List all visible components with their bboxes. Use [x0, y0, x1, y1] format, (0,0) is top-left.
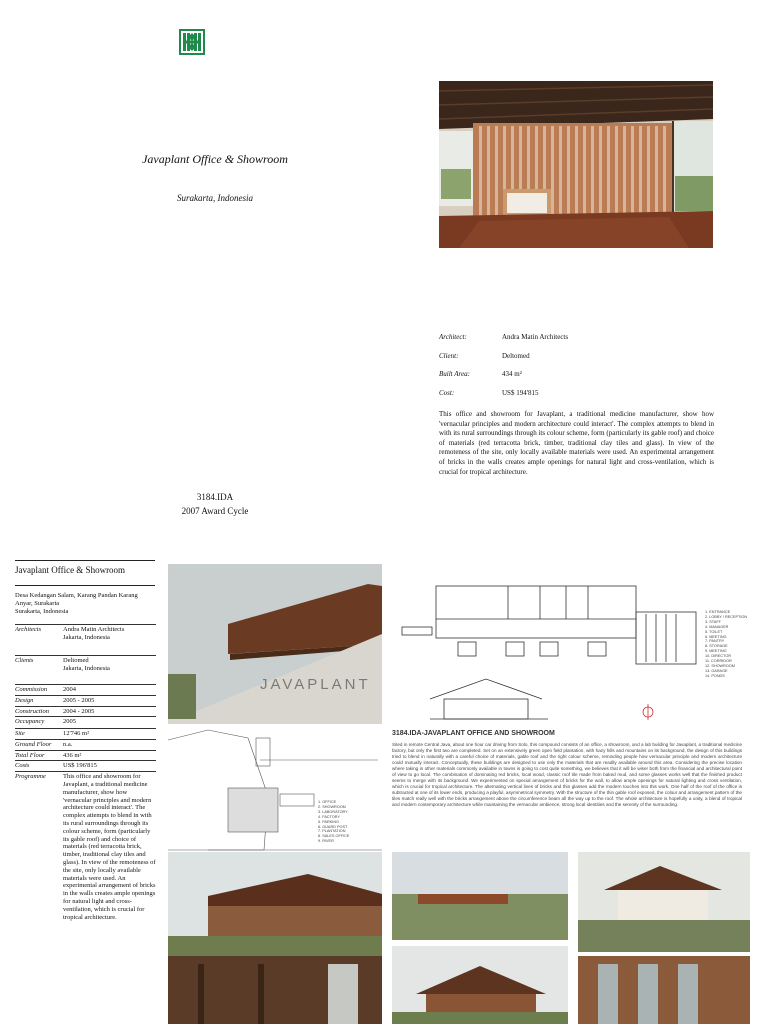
sheet-label: Ground Floor — [15, 740, 52, 748]
legend-item: 7. PLANTATION — [318, 829, 346, 834]
north-arrow-icon — [643, 704, 653, 720]
legend-item: 4. FACTORY — [318, 814, 341, 819]
fact-row — [439, 347, 714, 366]
sheet-label: Occupancy — [15, 718, 45, 726]
sheet-value: 2005 - 2005 — [63, 696, 95, 704]
board-caption-body: Sited in remote Central Java, about one hour car driving from Solo, this compound consists of an office, a showroom, and a lab building for Javaplant, a traditional medicine factory, but only the first two are completed. Set on an extensively green open field plantation, with hazy hills and mountains on its background, the design of this buildings tried to blend in naturally with a careful choice of materials, gable roof and the right colour scheme, reminding people how vernacular principle and modern architecture could mutually interact. Conceptually, these buildings are designed to use only the materials that are readily available around this area. Considering the precise location where taking in other materials commonly available in towns is going to cost quite something, we believes that it will be wiser both from the financial and architectural point of view to go local. The combination of dominating red bricks, local wood, classic roof tile made from baked mud, and some glasses works well that the finished product seems to merge with its background. We experimented on special arrangement of bricks for the wall, to allow ample openings for natural lighting and cross ventilation, which is crucial for tropical architecture. The alternating vertical lines of bricks and thin glasses add the modern touches into this work. One half of the roof of the office is subtracted at one of its lower ends, producing a playful, asymmetrical symmetry. With the structure of the thin gable roof exposed, the colour and arrangement pattern of the tiles match really well with the bricks arrangement above the circumference beam all the way up to the roof. The whole architecture is hopefully a unity, a blend of tropical and modern contemporary architecture while maintaining the vernacular ambience, strong local identities and the serenity of the surrounding. — [392, 742, 742, 807]
legend-item: 12. SHOWROOM — [705, 663, 735, 668]
sheet-title: Javaplant Office & Showroom — [15, 560, 155, 586]
legend-item: 5. PARKING — [318, 819, 340, 824]
sheet-value: Andra Matin Architects Jakarta, Indonesia — [63, 626, 125, 641]
sheet-row — [15, 706, 156, 717]
sheet-table-dates — [15, 684, 156, 727]
project-facts — [439, 328, 714, 402]
legend-item: 1. OFFICE — [318, 800, 337, 804]
sheet-value: 2005 — [63, 718, 76, 726]
legend-item: 10. DIRECTOR — [705, 654, 732, 659]
sheet-row — [15, 728, 156, 739]
legend-item: 9. MEETING — [705, 649, 727, 654]
interior-photo — [439, 81, 713, 248]
exterior-photo-2 — [392, 852, 568, 1024]
legend-item: 5. TOILET — [705, 629, 723, 634]
legend-item: 6. MEETING — [705, 634, 727, 639]
sheet-value: This office and showroom for Javaplant, a traditional medicine manufacturer, show how 'vernacular principles and modern architecture could interact'. The complex attempts to blend in with its rural surroundings through its colour scheme, form (particularly its gable roof) and choice of materials (red terracotta brick, timber, traditional clay tiles and glass). In view of the remoteness of the site, only locally available materials were used. An experimental arrangement of bricks in the walls creates ample openings for natural light and cross-ventilation, which is crucial for tropical architecture. — [63, 773, 156, 921]
legend-item: 3. LABORATORY — [318, 809, 348, 814]
sheet-row — [15, 760, 156, 771]
sheet-value: 2004 — [63, 686, 76, 693]
sheet-label: Design — [15, 696, 34, 704]
fact-value: 434 m² — [502, 370, 522, 379]
project-description: This office and showroom for Javaplant, a traditional medicine manufacturer, show how 'vernacular principles and modern architecture could interact'. The complex attempts to blend in with its rural surroundings through its colour scheme, form (particularly its gable roof) and choice of materials (red terracotta brick, timber, traditional clay tiles and glass). In view of the remoteness of the site, only locally available materials were used. An experimental arrangement of bricks in the walls creates ample openings for natural light and cross-ventilation, which is crucial for tropical architecture. — [439, 410, 714, 476]
sheet-label: Programme — [15, 773, 46, 781]
legend-item: 2. LOBBY / RECEPTION — [705, 614, 748, 619]
fact-value: US$ 194'815 — [502, 388, 539, 397]
fact-row — [439, 328, 714, 347]
legend-item: 7. PANTRY — [705, 639, 725, 644]
sheet-row — [15, 695, 156, 706]
fact-label: Cost: — [439, 388, 455, 397]
sheet-row — [15, 739, 156, 750]
sheet-address: Desa Kedangan Salam, Karang Pandan Karang Anyar, Surakarta Surakarta, Indonesia — [15, 592, 138, 615]
legend-item: 2. SHOWROOM — [318, 804, 346, 809]
legend-item: 9. RIVER — [318, 839, 334, 844]
sheet-value: n.a. — [63, 740, 73, 748]
legend-item: 14. PONDS — [705, 673, 725, 678]
wall-photo — [168, 564, 382, 724]
ida-number: 3184.IDA — [196, 492, 234, 502]
sheet-label: Clients — [15, 657, 34, 664]
sheet-value: 12'746 m² — [63, 730, 90, 737]
project-location: Surakarta, Indonesia — [177, 193, 253, 203]
legend-item: 4. MANAGER — [705, 624, 729, 629]
legend-item: 3. STAFF — [705, 619, 721, 624]
sheet-table-people — [15, 624, 156, 684]
fact-label: Built Area: — [439, 370, 470, 379]
board-caption-title: 3184.IDA-JAVAPLANT OFFICE AND SHOWROOM — [392, 730, 555, 737]
section-drawing — [430, 679, 548, 719]
sheet-row — [15, 624, 156, 655]
award-info — [110, 490, 320, 518]
fact-row — [439, 384, 714, 403]
sheet-label: Site — [15, 730, 25, 737]
sheet-row — [15, 655, 156, 684]
legend-item: 13. GARAGE — [705, 668, 728, 673]
sheet-row — [15, 684, 156, 695]
fact-value: Andra Matin Architects — [502, 333, 569, 342]
legend-item: 8. SALES OFFICE — [318, 834, 350, 839]
award-cycle: 2007 Award Cycle — [181, 506, 249, 516]
plan-legend — [705, 610, 750, 679]
sheet-label: Costs — [15, 762, 30, 770]
sheet-row — [15, 716, 156, 727]
fact-value: Deltomed — [502, 351, 530, 360]
floor-plan-drawing — [402, 586, 696, 664]
sheet-row — [15, 771, 156, 922]
sheet-value: Deltomed Jakarta, Indonesia — [63, 657, 110, 672]
sheet-table-areas — [15, 728, 156, 922]
sheet-label: Architects — [15, 626, 42, 633]
legend-item: 1. ENTRANCE — [705, 610, 731, 614]
fact-label: Architect: — [439, 333, 467, 342]
sheet-value: 436 m² — [63, 751, 82, 759]
sheet-label: Total Floor — [15, 751, 45, 759]
legend-item: 8. STORAGE — [705, 644, 728, 649]
legend-item: 11. CORRIDOR — [705, 659, 732, 664]
fact-row — [439, 365, 714, 384]
exterior-photo-3 — [578, 852, 750, 1024]
project-title: Javaplant Office & Showroom — [142, 152, 288, 166]
sheet-label: Construction — [15, 707, 49, 715]
fact-label: Client: — [439, 351, 459, 360]
sheet-value: 2004 - 2005 — [63, 707, 95, 715]
legend-item: 6. GUARD POST — [318, 824, 348, 829]
sheet-value: US$ 196'815 — [63, 762, 97, 770]
wall-sign-text: JAVAPLANT — [260, 676, 371, 693]
exterior-photo-1 — [168, 852, 382, 1024]
sheet-row — [15, 750, 156, 761]
aga-khan-logo-icon — [177, 27, 207, 57]
site-legend — [318, 800, 358, 844]
sheet-label: Commission — [15, 686, 48, 693]
